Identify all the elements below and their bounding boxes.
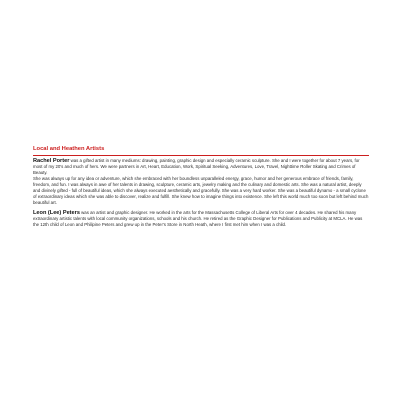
artist-bio-text: was an artist and graphic designer. He worked in the arts for the Massachusetts College of Liberal Arts for over 4 decades. He shared his many extraordinary artistic talents with local community organizations, schools and his church. He retired as the Graphic Designer for Publications and Publicity at MCLA. He was the 12th child of Leon and Philipine Peters and grew up in the Peter's Store in North Heath, where I first met him when I was a child. <box>33 209 363 227</box>
artist-name: Rachel Porter <box>33 157 70 164</box>
artist-paragraph: She was always up for any idea or adventure, which she embraced with her boundless unparalleled energy, grace, humor and her generous embrace of friends, family, freedom, and fun. I was always in awe of her talents in drawing, sculpture, ceramic arts, jewelry making and the culinary and domestic arts. She was a natural artist, deeply and divinely gifted - full of beautiful ideas, which she always executed aesthetically and gracefully. She was a very hard worker. She was a beautiful dynamo - a small cyclone of extraordinary ideas which she was able to discover, realize and fulfill. She knew how to imagine things into existence. She left this world much too soon but left behind much beautiful art. <box>33 175 369 205</box>
section-divider <box>33 155 369 156</box>
artists-section <box>33 146 369 228</box>
artist-paragraph <box>33 158 369 176</box>
artist-bio-text: was a gifted artist in many mediums: drawing, painting, graphic design and especially ceramic sculpture. She and I were together for about 7 years, for most of my 20's and much of hers. We were partners in Art, Heart, Education, Work, Spiritual Seeking, Adventures, Love, Travel, Nighttime Roller Skating and Crimes of Beauty. <box>33 157 360 175</box>
section-title: Local and Heathen Artists <box>33 146 105 152</box>
artist-entry-rachel-porter <box>33 158 369 206</box>
artist-paragraph <box>33 210 369 228</box>
artist-name: Leon (Lee) Peters <box>33 209 80 216</box>
artist-entry-leon-peters <box>33 210 369 228</box>
